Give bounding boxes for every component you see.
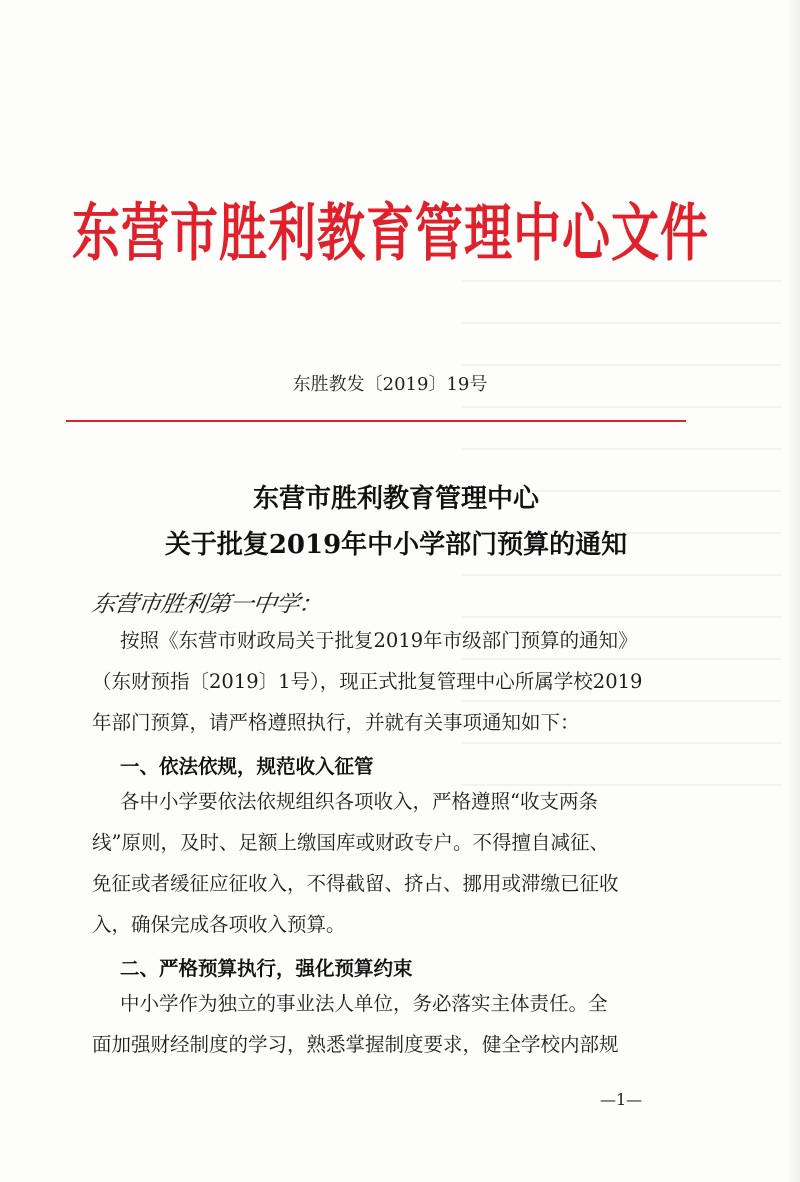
section-1-heading: 一、依法依规，规范收入征管 bbox=[120, 755, 374, 778]
section-1-line-2: 线”原则，及时、足额上缴国库或财政专户。不得擅自减征、 bbox=[92, 831, 609, 854]
section-1-line-3: 免征或者缓征应征收入，不得截留、挤占、挪用或滞缴已征收 bbox=[92, 872, 619, 895]
section-2-heading: 二、严格预算执行，强化预算约束 bbox=[120, 957, 413, 980]
section-2-line-2: 面加强财经制度的学习，熟悉掌握制度要求，健全学校内部规 bbox=[92, 1033, 619, 1056]
document-number: 东胜教发〔2019〕19号 bbox=[292, 374, 488, 395]
notice-title-line-1: 东营市胜利教育管理中心 bbox=[252, 484, 539, 514]
red-divider-line bbox=[66, 420, 686, 422]
handwritten-salutation: 东营市胜利第一中学： bbox=[89, 590, 324, 618]
page-number: —1— bbox=[600, 1090, 643, 1109]
section-1-line-4: 入，确保完成各项收入预算。 bbox=[92, 913, 346, 936]
intro-line-3: 年部门预算，请严格遵照执行，并就有关事项通知如下： bbox=[92, 711, 580, 734]
notice-title-line-2: 关于批复2019年中小学部门预算的通知 bbox=[164, 530, 628, 560]
intro-line-2: （东财预指〔2019〕1号），现正式批复管理中心所属学校2019 bbox=[92, 670, 643, 693]
intro-line-1: 按照《东营市财政局关于批复2019年市级部门预算的通知》 bbox=[120, 629, 638, 652]
page-edge-shadow bbox=[786, 0, 800, 1182]
section-2-line-1: 中小学作为独立的事业法人单位，务必落实主体责任。全 bbox=[120, 992, 608, 1015]
issuer-header-title: 东营市胜利教育管理中心文件 bbox=[72, 197, 710, 271]
section-1-line-1: 各中小学要依法依规组织各项收入，严格遵照“收支两条 bbox=[120, 790, 598, 813]
